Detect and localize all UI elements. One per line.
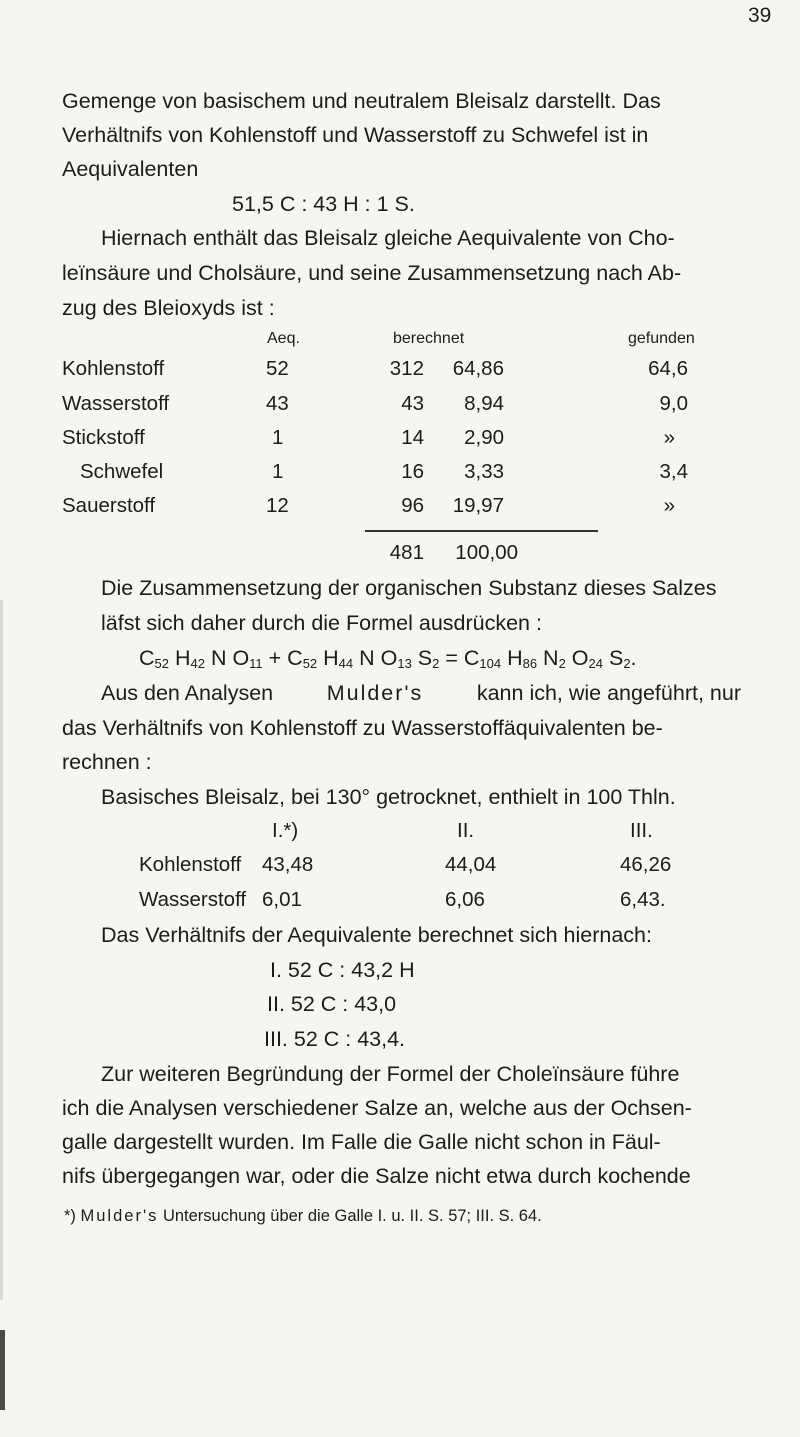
row-found: 64,6 xyxy=(648,357,688,380)
row-calc-pct: 2,90 xyxy=(464,426,504,449)
row-calc-num: 96 xyxy=(401,494,424,517)
row-element: Wasserstoff xyxy=(139,888,247,911)
row-calc-num: 14 xyxy=(401,426,424,449)
chemical-formula: $C_{52}$ $H_{42}$ N $O_{11} + C_{52}$ $H_{44}$ N $O_{13}$ $S_2 = C_{104}$ $H_{86}$ $N_2$ $O_{24}$ $S_2$. xyxy=(139,646,637,671)
page-edge-shadow xyxy=(0,600,3,1300)
row-aeq: 12 xyxy=(266,494,289,517)
row-calc-pct: 19,97 xyxy=(452,494,504,517)
row-element: Stickstoff xyxy=(62,426,145,449)
para2-line3: zug des Bleioxyds ist : xyxy=(62,296,275,320)
para1-line1: Gemenge von basischem und neutralem Bleisalz darstellt. Das xyxy=(62,89,661,113)
row-value: 43,48 xyxy=(262,853,314,876)
header-gefunden: gefunden xyxy=(628,330,695,347)
ratio-1: I. 52 C : 43,2 H xyxy=(270,958,415,982)
page-edge-mark xyxy=(0,1330,5,1410)
para7-line3: galle dargestellt wurden. Im Falle die Galle nicht schon in Fäul- xyxy=(62,1130,661,1154)
row-element: Sauerstoff xyxy=(62,494,156,517)
row-element: Kohlenstoff xyxy=(62,357,165,380)
row-calc-num: 43 xyxy=(401,392,424,415)
footnote-author: Mulder's xyxy=(80,1207,159,1225)
ratio-3: III. 52 C : 43,4. xyxy=(264,1027,406,1051)
para7-line4: nifs übergegangen war, oder die Salze nicht etwa durch kochende xyxy=(62,1164,691,1188)
ratio-line: 51,5 C : 43 H : 1 S. xyxy=(232,192,415,216)
row-value: 44,04 xyxy=(445,853,497,876)
row-calc-pct: 64,86 xyxy=(452,357,504,380)
para5-line1: Basisches Bleisalz, bei 130° getrocknet, enthielt in 100 Thln. xyxy=(101,785,676,809)
row-value: 46,26 xyxy=(620,853,672,876)
para3-line1: Die Zusammensetzung der organischen Substanz dieses Salzes xyxy=(101,576,717,600)
para3-line2: läfst sich daher durch die Formel ausdrücken : xyxy=(101,611,542,635)
row-value: 6,01 xyxy=(262,888,302,911)
row-found: 9,0 xyxy=(659,392,688,415)
para2-line1: Hiernach enthält das Bleisalz gleiche Aequivalente von Cho- xyxy=(101,226,675,250)
row-element: Schwefel xyxy=(80,460,164,483)
footnote-mark: *) xyxy=(64,1207,76,1225)
ratio-2: II. 52 C : 43,0 xyxy=(267,992,397,1016)
row-element: Kohlenstoff xyxy=(139,853,242,876)
para4-line1: Aus den Analysen Mulder's kann ich, wie angeführt, nur xyxy=(101,681,741,705)
row-calc-num: 312 xyxy=(389,357,424,380)
author-name: Mulder's xyxy=(326,681,424,705)
header-col-2: II. xyxy=(457,819,475,842)
total-pct: 100,00 xyxy=(455,541,518,564)
footnote-text: Untersuchung über die Galle I. u. II. S. 57; III. S. 64. xyxy=(162,1207,542,1225)
row-calc-pct: 8,94 xyxy=(464,392,504,415)
para7-line2: ich die Analysen verschiedener Salze an, welche aus der Ochsen- xyxy=(62,1096,692,1120)
row-calc-num: 16 xyxy=(401,460,424,483)
total-num: 481 xyxy=(389,541,424,564)
para6-line1: Das Verhältnifs der Aequivalente berechnet sich hiernach: xyxy=(101,923,652,947)
row-found: » xyxy=(663,494,675,517)
footnote xyxy=(64,1205,764,1227)
row-aeq: 52 xyxy=(266,357,289,380)
header-col-1: I.*) xyxy=(272,819,299,842)
para1-line2: Verhältnifs von Kohlenstoff und Wasserstoff zu Schwefel ist in xyxy=(62,123,649,147)
header-col-3: III. xyxy=(630,819,653,842)
page-number: 39 xyxy=(748,4,772,27)
para4-line2: das Verhältnifs von Kohlenstoff zu Wasserstoffäquivalenten be- xyxy=(62,716,663,740)
header-berechnet: berechnet xyxy=(393,330,465,347)
row-found: 3,4 xyxy=(659,460,688,483)
para1-line3: Aequivalenten xyxy=(62,157,199,181)
row-value: 6,06 xyxy=(445,888,485,911)
row-found: » xyxy=(663,426,675,449)
row-aeq: 1 xyxy=(272,460,284,483)
row-aeq: 43 xyxy=(266,392,289,415)
row-aeq: 1 xyxy=(272,426,284,449)
para7-line1: Zur weiteren Begründung der Formel der Choleïnsäure führe xyxy=(101,1062,680,1086)
row-value: 6,43. xyxy=(620,888,666,911)
header-aeq: Aeq. xyxy=(267,330,300,347)
para4-line3: rechnen : xyxy=(62,750,152,774)
row-calc-pct: 3,33 xyxy=(464,460,504,483)
row-element: Wasserstoff xyxy=(62,392,170,415)
sum-rule xyxy=(365,530,598,532)
para2-line2: leïnsäure und Cholsäure, und seine Zusammensetzung nach Ab- xyxy=(62,261,682,285)
